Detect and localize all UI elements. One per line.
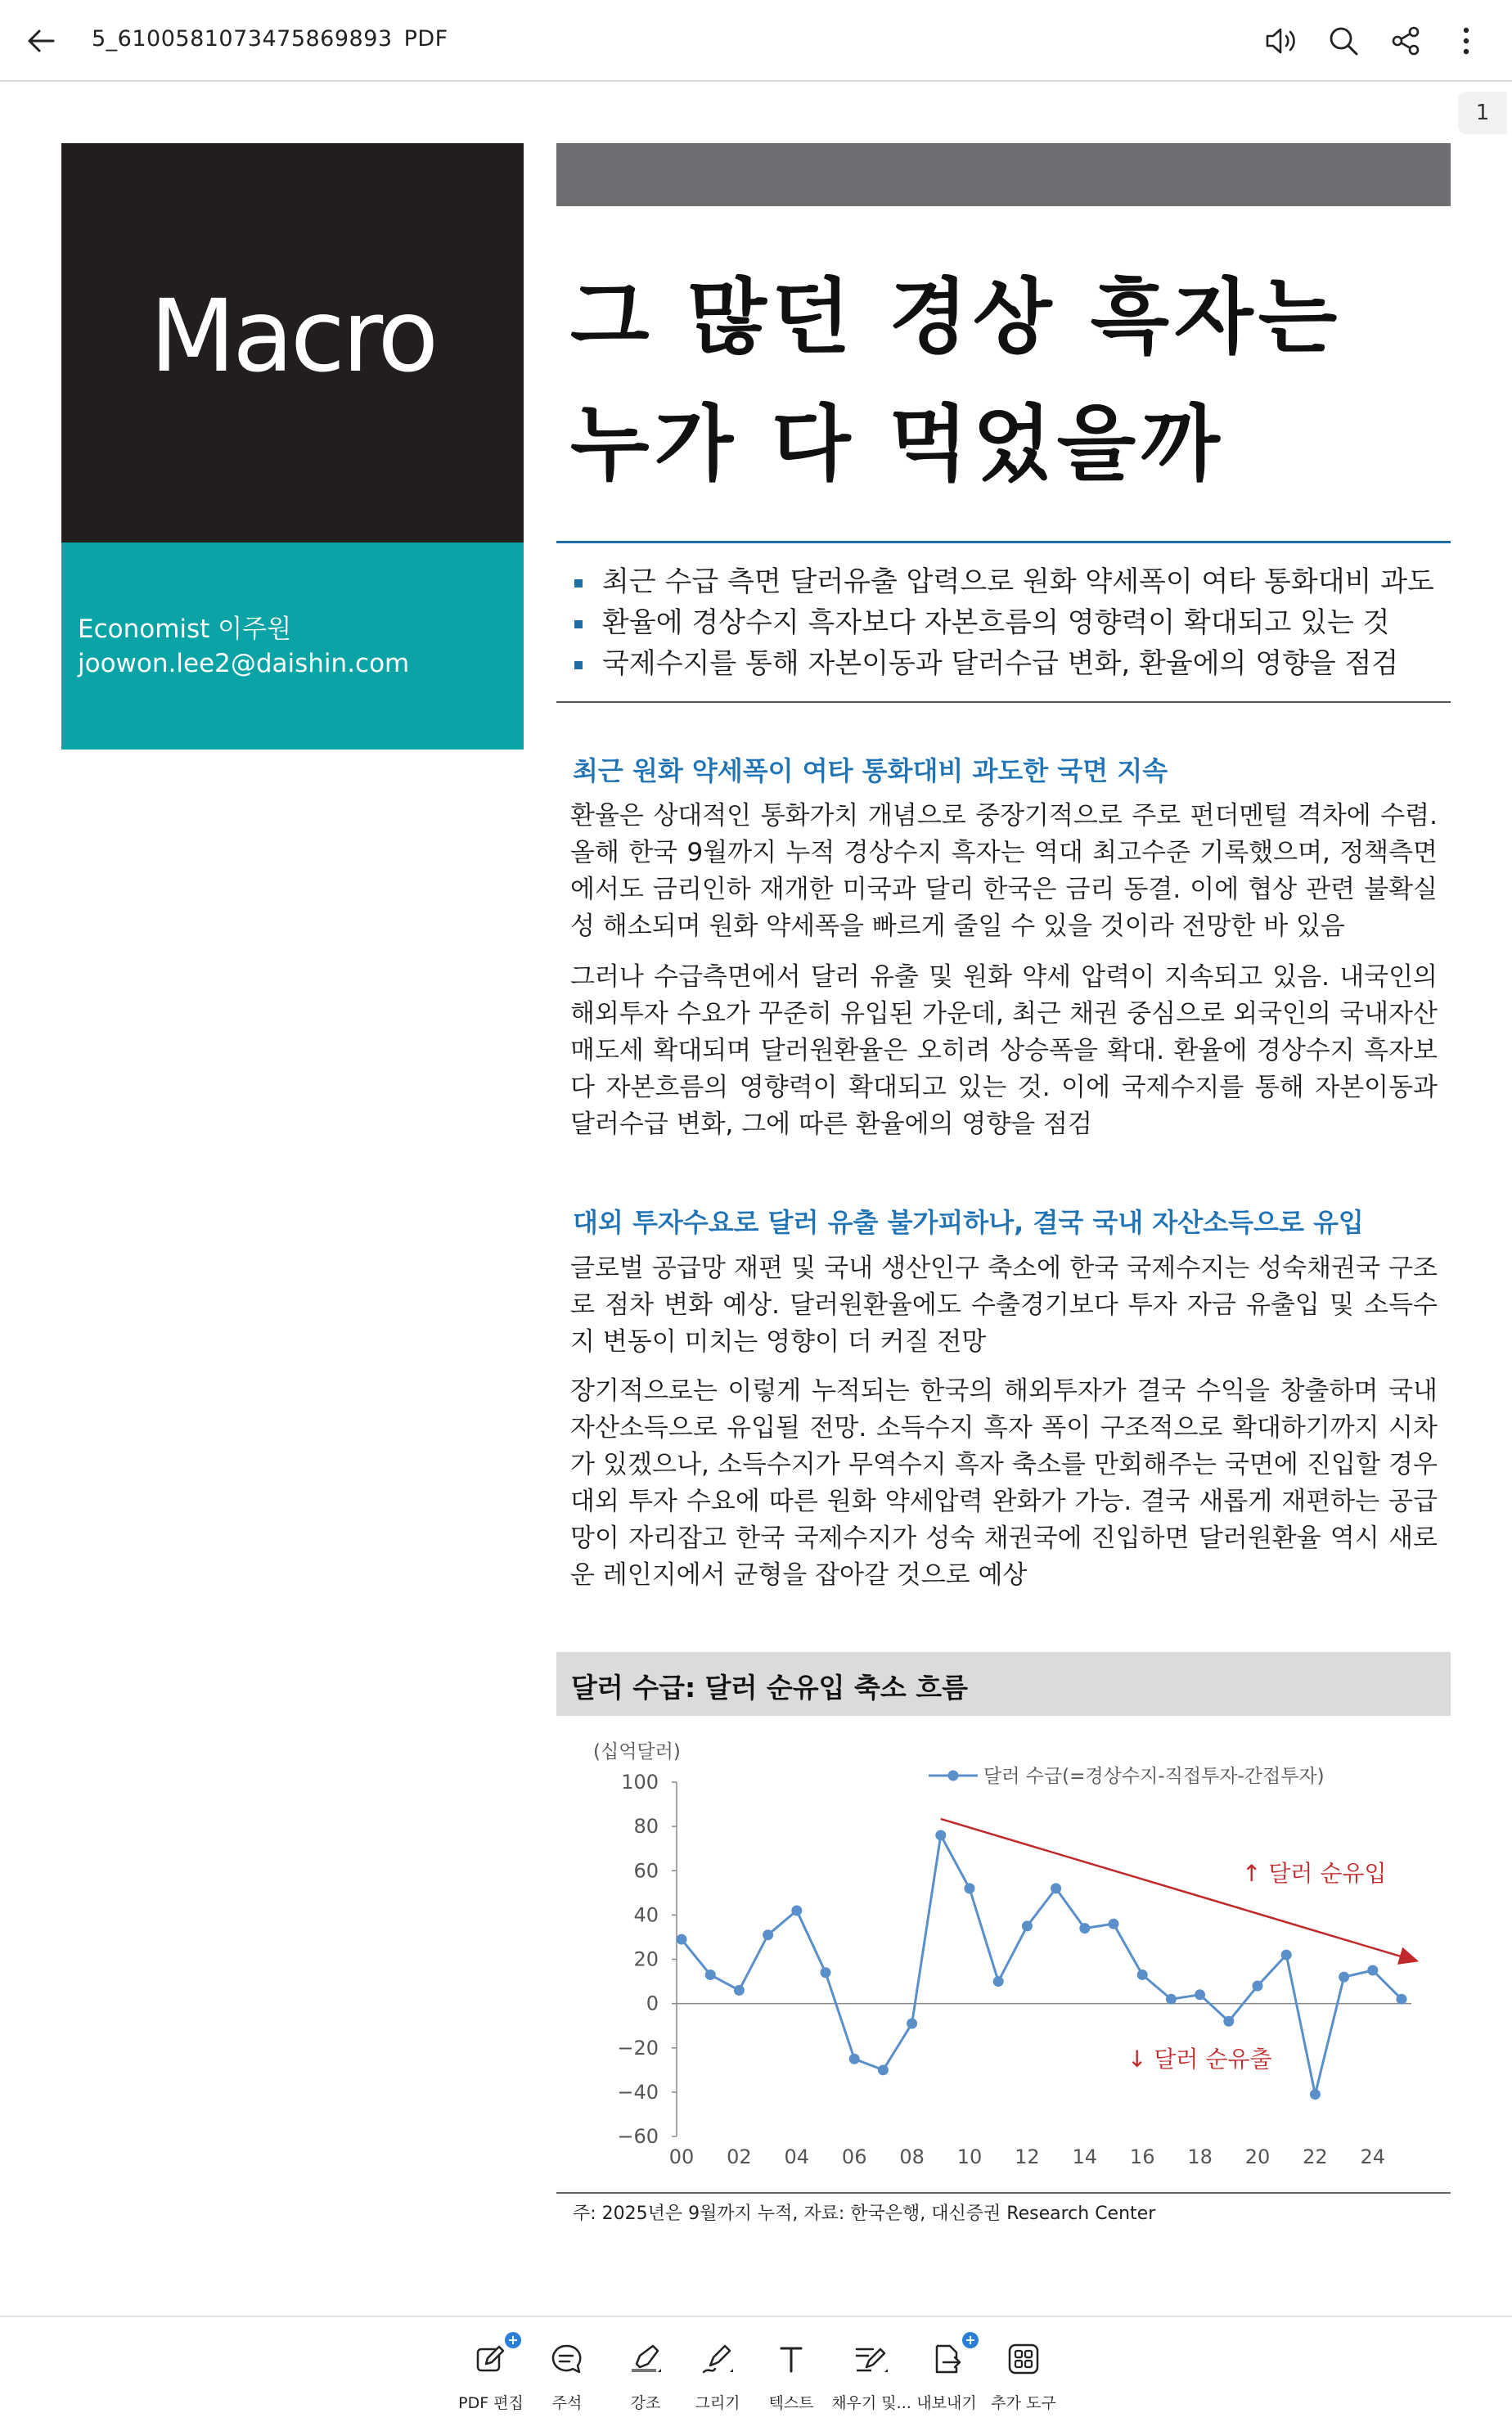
y-tick-label: −40: [617, 2080, 659, 2104]
author-name: Economist 이주원: [78, 615, 292, 644]
category-box: [61, 143, 524, 542]
x-tick-label: 02: [727, 2145, 752, 2168]
summary-bullet: 국제수지를 통해 자본이동과 달러수급 변화, 환율에의 영향을 점검: [573, 643, 1448, 684]
tool-label: 텍스트: [768, 2394, 814, 2412]
tool-label: 주석: [551, 2394, 583, 2412]
chart-title-band: [556, 1652, 1451, 1716]
data-point: [965, 1883, 975, 1893]
line-chart: [556, 1726, 1451, 2185]
x-tick-label: 04: [784, 2145, 810, 2168]
section-heading: 최근 원화 약세폭이 여타 통화대비 과도한 국면 지속: [573, 755, 1168, 786]
divider: [556, 541, 1451, 543]
net-inflow-label: ↑ 달러 순유입: [1242, 1860, 1387, 1887]
headline-line-2: 누가 다 먹었을까: [570, 396, 1225, 492]
y-tick-label: −60: [617, 2125, 659, 2148]
top-app-bar: [0, 0, 1512, 82]
divider: [556, 2192, 1451, 2194]
x-tick-label: 22: [1303, 2145, 1328, 2168]
tool-label: 내보내기: [916, 2394, 977, 2412]
data-point: [705, 1970, 716, 1980]
data-point: [1137, 1970, 1148, 1980]
speaker-icon[interactable]: [1260, 20, 1303, 62]
x-tick-label: 18: [1187, 2145, 1213, 2168]
data-point: [1367, 1965, 1378, 1976]
back-arrow-icon[interactable]: [21, 21, 61, 61]
data-point: [1022, 1920, 1033, 1931]
x-tick-label: 06: [841, 2145, 867, 2168]
data-point: [1339, 1972, 1349, 1983]
section-heading: 대외 투자수요로 달러 유출 불가피하나, 결국 국내 자산소득으로 유입: [573, 1207, 1364, 1238]
data-point: [907, 2018, 917, 2028]
author-box: [61, 542, 524, 750]
x-tick-label: 00: [668, 2145, 695, 2168]
data-point: [1281, 1950, 1292, 1961]
search-icon[interactable]: [1322, 20, 1365, 62]
data-point: [763, 1929, 773, 1940]
trend-arrow-head: [1397, 1947, 1419, 1965]
data-point: [677, 1934, 687, 1945]
tool-text[interactable]: [746, 2335, 836, 2413]
data-point: [821, 1967, 831, 1978]
y-tick-label: 100: [621, 1771, 659, 1794]
tool-label: 강조: [630, 2394, 661, 2412]
x-tick-label: 10: [956, 2145, 983, 2168]
paragraph: 글로벌 공급망 재편 및 국내 생산인구 축소에 한국 국제수지는 성숙채권국 구조로 점차 변화 예상. 달러원환율에도 수출경기보다 투자 자금 유출입 및 소득수지 변동이 미치는 영향이 더 커질 전망: [570, 1254, 1438, 1357]
data-point: [791, 1905, 802, 1916]
tool-label: 추가 도구: [991, 2394, 1056, 2412]
comment-icon: [522, 2335, 612, 2383]
export-icon: +: [902, 2335, 992, 2383]
document-title: [92, 26, 448, 52]
file-name: 5_6100581073475869893: [92, 26, 393, 52]
data-point: [935, 1830, 946, 1840]
x-tick-label: 16: [1129, 2145, 1155, 2168]
summary-bullets: [573, 561, 1448, 684]
y-axis-unit-label: (십억달러): [593, 1741, 681, 1762]
tool-more-tools[interactable]: [979, 2335, 1069, 2413]
legend-label: 달러 수급(=경상수지-직접투자-간접투자): [983, 1766, 1325, 1787]
tool-label: PDF 편집: [458, 2394, 524, 2412]
chart-source-note: 주: 2025년은 9월까지 누적, 자료: 한국은행, 대신증권 Research Center: [573, 2204, 1156, 2224]
author-email[interactable]: joowon.lee2@daishin.com: [78, 649, 410, 678]
y-tick-label: 80: [633, 1815, 659, 1839]
net-outflow-label: ↓ 달러 순유출: [1127, 2046, 1272, 2073]
y-tick-label: 60: [633, 1859, 659, 1883]
y-tick-label: 20: [633, 1947, 659, 1971]
headline-line-1: 그 많던 경상 흑자는: [570, 269, 1343, 365]
summary-bullet: 환율에 경상수지 흑자보다 자본흐름의 영향력이 확대되고 있는 것: [573, 602, 1448, 643]
data-point: [1079, 1923, 1090, 1934]
tool-label: 채우기 및...: [831, 2394, 911, 2412]
y-tick-label: 40: [633, 1903, 659, 1927]
file-type: PDF: [403, 26, 448, 52]
paragraph: 그러나 수급측면에서 달러 유출 및 원화 약세 압력이 지속되고 있음. 내국인의 해외투자 수요가 꾸준히 유입된 가운데, 최근 채권 중심으로 외국인의 국내자산 매도세 확대되며 달러원환율은 오히려 상승폭을 확대. 환율에 경상수지 흑자보다 자본흐름의 영향력이 확대되고 있는 것. 이에 국제수지를 통해 자본이동과 달러수급 변화, 그에 따른 환율에의 영향을 점검: [570, 962, 1438, 1139]
data-point: [1109, 1919, 1119, 1929]
divider: [556, 701, 1451, 703]
more-vertical-icon[interactable]: [1445, 20, 1487, 62]
data-point: [1253, 1980, 1263, 1991]
x-tick-label: 24: [1360, 2145, 1386, 2168]
paragraph: 환율은 상대적인 통화가치 개념으로 중장기적으로 주로 펀더멘털 격차에 수렴. 올해 한국 9월까지 누적 경상수지 흑자는 역대 최고수준 기록했으며, 정책측면에서도 금리인하 재개한 미국과 달리 한국은 금리 동결. 이에 협상 관련 불확실성 해소되며 원화 약세폭을 빠르게 줄일 수 있을 것이라 전망한 바 있음: [570, 801, 1438, 941]
bottom-toolbar: [0, 2316, 1512, 2422]
x-tick-label: 20: [1244, 2145, 1271, 2168]
data-point: [1397, 1994, 1407, 2005]
data-point: [1166, 1994, 1177, 2005]
pdf-edit-icon: +: [446, 2335, 536, 2383]
share-icon[interactable]: [1384, 20, 1427, 62]
data-point: [849, 2054, 860, 2064]
x-tick-label: 14: [1072, 2145, 1098, 2168]
y-tick-label: −20: [617, 2036, 659, 2060]
y-tick-label: 0: [646, 1992, 659, 2015]
headline: [570, 254, 1342, 507]
header-band: [556, 143, 1451, 206]
data-point: [1195, 1989, 1205, 2000]
page-number-indicator: 1: [1458, 92, 1507, 134]
data-point: [734, 1985, 745, 1996]
chart-title: 달러 수급: 달러 순유입 축소 흐름: [571, 1672, 969, 1704]
x-tick-label: 08: [899, 2145, 925, 2168]
category-label: Macro: [149, 278, 436, 394]
data-point: [1310, 2089, 1321, 2100]
trend-arrow-line: [941, 1819, 1404, 1957]
more-tools-icon: [979, 2335, 1069, 2383]
tool-label: 그리기: [695, 2394, 740, 2412]
text-icon: [746, 2335, 836, 2383]
summary-bullet: 최근 수급 측면 달러유출 압력으로 원화 약세폭이 여타 통화대비 과도: [573, 561, 1448, 602]
legend-swatch-marker: [948, 1771, 959, 1781]
data-point: [993, 1976, 1004, 1987]
data-point: [878, 2064, 889, 2075]
data-point: [1223, 2016, 1234, 2027]
paragraph: 장기적으로는 이렇게 누적되는 한국의 해외투자가 결국 수익을 창출하며 국내 자산소득으로 유입될 전망. 소득수지 흑자 폭이 구조적으로 확대하기까지 시차가 있겠으나, 소득수지가 무역수지 흑자 축소를 만회해주는 국면에 진입할 경우 대외 투자 수요에 따른 원화 약세압력 완화가 가능. 결국 새롭게 재편하는 공급망이 자리잡고 한국 국제수지가 성숙 채권국에 진입하면 달러원환율 역시 새로운 레인지에서 균형을 잡아갈 것으로 예상: [570, 1376, 1438, 1590]
x-tick-label: 12: [1015, 2145, 1040, 2168]
tool-comment[interactable]: [522, 2335, 612, 2413]
data-point: [1051, 1883, 1061, 1893]
